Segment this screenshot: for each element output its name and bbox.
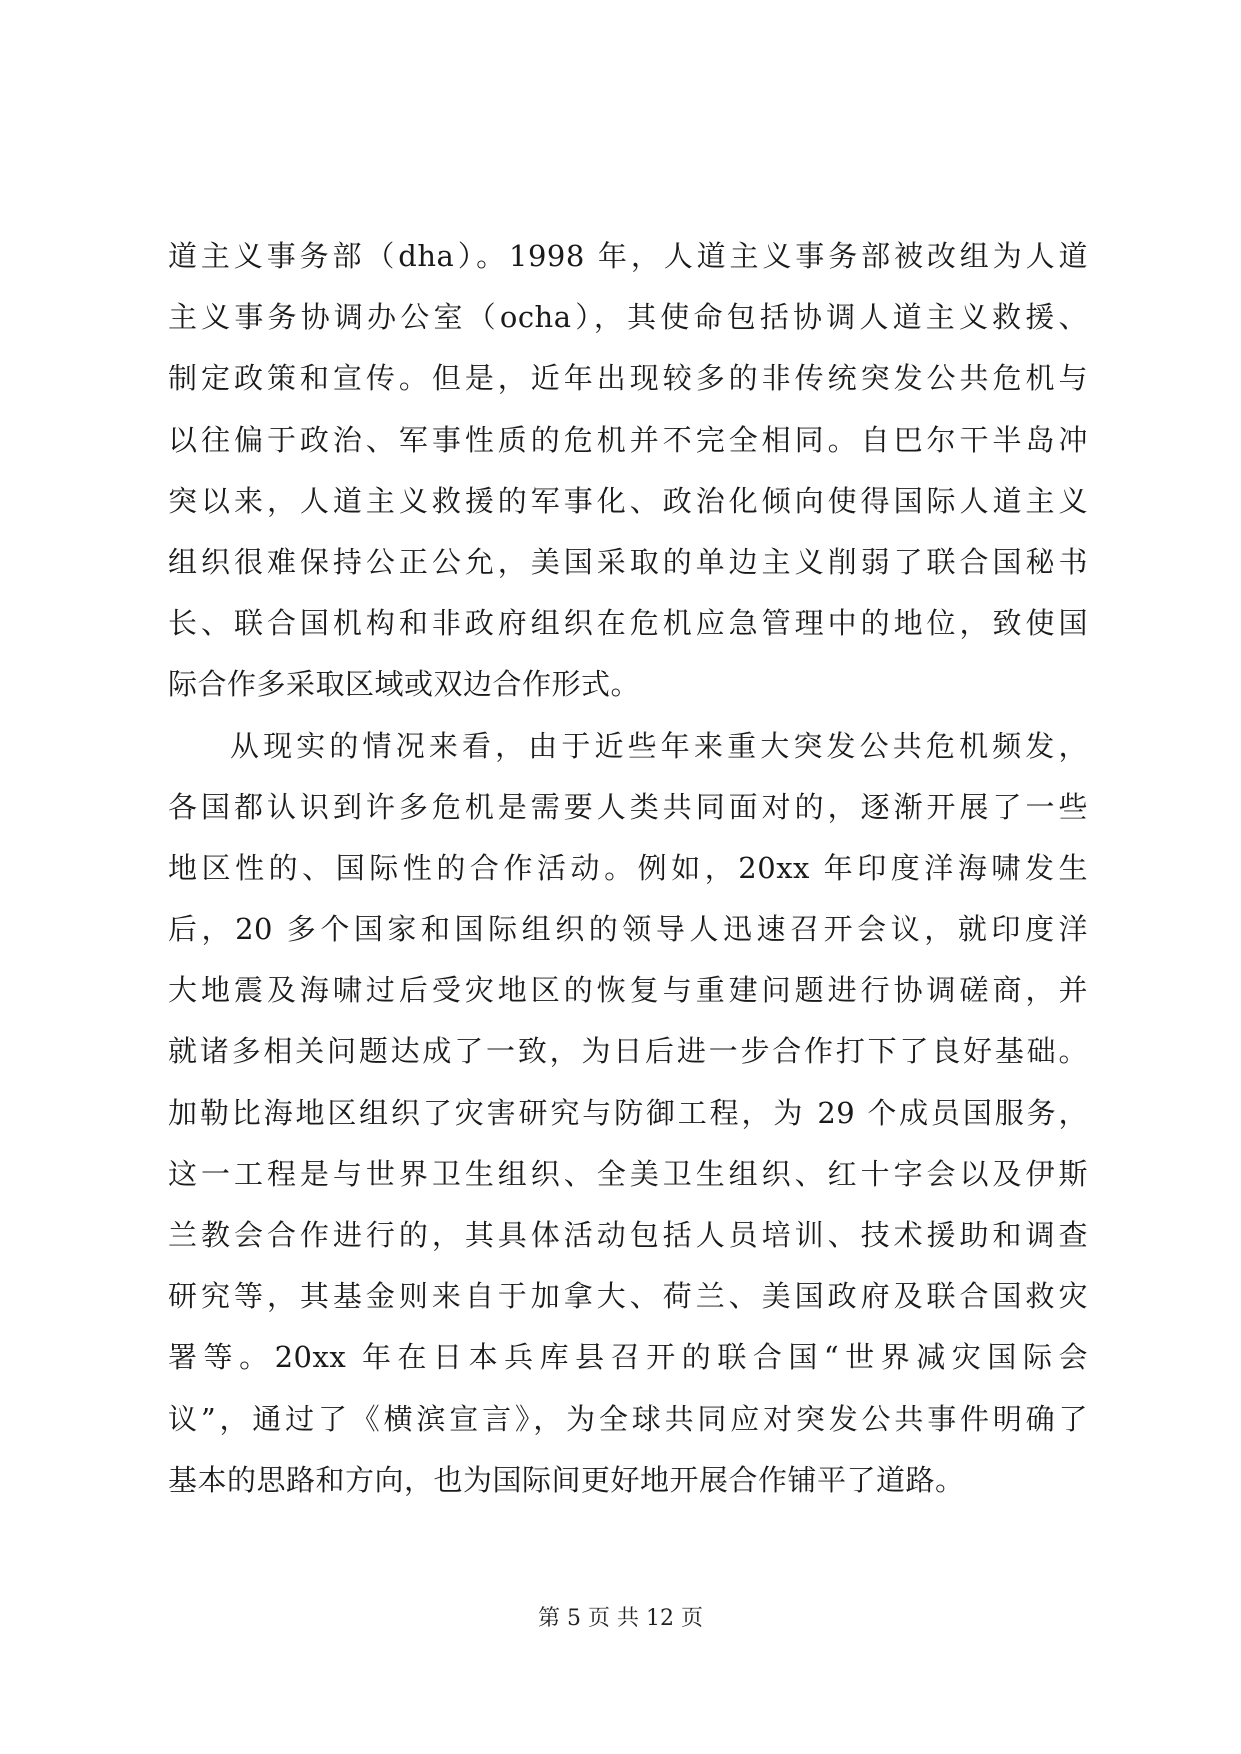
text-line: 加勒比海地区组织了灾害研究与防御工程，为 29 个成员国服务， [168,1095,1088,1130]
text-line: 议”，通过了《横滨宣言》，为全球共同应对突发公共事件明确了 [168,1401,1088,1436]
text-line: 就诸多相关问题达成了一致，为日后进一步合作打下了良好基础。 [168,1034,1088,1069]
text-line: 组织很难保持公正公允，美国采取的单边主义削弱了联合国秘书 [168,544,1088,579]
text-line: 长、联合国机构和非政府组织在危机应急管理中的地位，致使国 [168,606,1088,641]
text-line: 研究等，其基金则来自于加拿大、荷兰、美国政府及联合国救灾 [168,1279,1088,1314]
paragraph-2 [168,716,1088,1511]
page-number-footer: 第 5 页 共 12 页 [538,1606,703,1631]
text-line: 道主义事务部（dha）。1998 年，人道主义事务部被改组为人道 [168,239,1088,273]
text-line: 基本的思路和方向，也为国际间更好地开展合作铺平了道路。 [168,1462,965,1497]
text-line: 这一工程是与世界卫生组织、全美卫生组织、红十字会以及伊斯 [168,1156,1088,1191]
text-line: 主义事务协调办公室（ocha），其使命包括协调人道主义救援、 [168,300,1088,335]
text-line: 署等。20xx 年在日本兵库县召开的联合国“世界减灾国际会 [168,1340,1088,1375]
text-line: 地区性的、国际性的合作活动。例如，20xx 年印度洋海啸发生 [168,850,1088,885]
text-line: 大地震及海啸过后受灾地区的恢复与重建问题进行协调磋商，并 [168,973,1088,1008]
text-line: 际合作多采取区域或双边合作形式。 [168,667,641,702]
paragraph-1 [168,226,1088,716]
text-line: 从现实的情况来看，由于近些年来重大突发公共危机频发， [230,728,1088,763]
body-text [168,226,1088,1511]
text-line: 兰教会合作进行的，其具体活动包括人员培训、技术援助和调查 [168,1218,1088,1252]
text-line: 制定政策和宣传。但是，近年出现较多的非传统突发公共危机与 [168,361,1088,396]
text-line: 各国都认识到许多危机是需要人类共同面对的，逐渐开展了一些 [168,789,1088,824]
text-line: 以往偏于政治、军事性质的危机并不完全相同。自巴尔干半岛冲 [168,422,1088,457]
text-line: 后，20 多个国家和国际组织的领导人迅速召开会议，就印度洋 [168,912,1088,947]
text-line: 突以来，人道主义救援的军事化、政治化倾向使得国际人道主义 [168,483,1088,518]
